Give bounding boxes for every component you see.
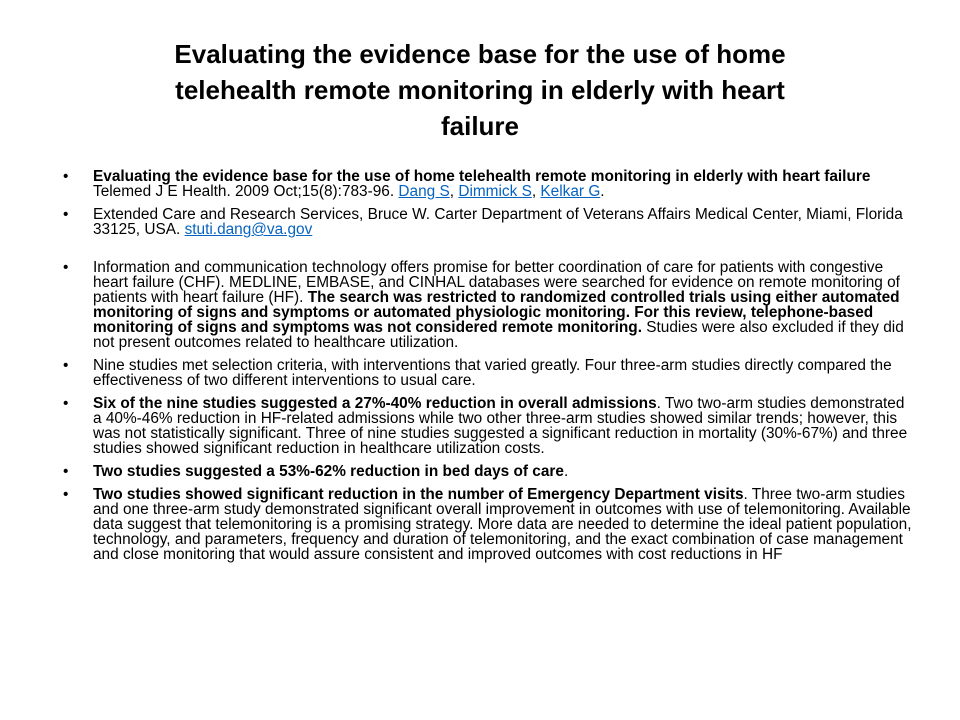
bullet-dot: • [63,463,69,480]
bullet-emergency [63,487,913,562]
bed-days-end: . [563,463,569,480]
slide-title [70,36,890,144]
bed-days-finding: Two studies suggested a 53%-62% reduction in bed days of care [93,463,564,480]
admissions-finding: Six of the nine studies suggested a 27%-40% reduction in overall admissions [93,395,657,412]
author-separator: , [531,183,541,200]
author-link-dimmick[interactable]: Dimmick S [458,183,532,200]
email-link[interactable]: stuti.dang@va.gov [184,221,313,238]
bullet-background [63,260,913,350]
bullet-list [63,169,913,570]
exclusion-text: Studies were also excluded if they did not present outcomes related to healthcare utilization. [93,319,904,351]
conclusion-text: . Three two-arm studies and one three-arm study demonstrated significant overall improvement in outcomes with use of telemonitoring. Available data suggest that telemonitoring is a promising strategy. More data are needed to determine the ideal patient population, technology, and parameters, frequency and duration of telemonitoring, and the exact combination of case management and close monitoring that would assure consistent and improved outcomes with cost reductions in HF [93,486,912,563]
bullet-dot: • [63,259,69,276]
bullet-admissions [63,396,913,456]
title-line-2: telehealth remote monitoring in elderly with heart [175,75,785,105]
citation-end: . [600,183,605,200]
bullet-dot: • [63,168,69,185]
title-line-3: failure [440,111,520,141]
journal-citation: Telemed J E Health. 2009 Oct;15(8):783-96. [93,183,399,200]
author-separator: , [449,183,459,200]
bullet-bed-days [63,464,913,479]
author-link-dang[interactable]: Dang S [398,183,450,200]
search-criteria-text: The search was restricted to randomized controlled trials using either automated monitoring of signs and symptoms or automated physiologic monitoring. For this review, telephone-based monitoring of signs and symptoms was not considered remote monitoring. [93,289,900,336]
bullet-affiliation [63,207,913,237]
bullet-citation [63,169,913,199]
author-link-kelkar[interactable]: Kelkar G [540,183,601,200]
emergency-finding: Two studies showed significant reduction in the number of Emergency Department visits [93,486,744,503]
bullet-dot: • [63,395,69,412]
admissions-text: . Two two-arm studies demonstrated a 40%-46% reduction in HF-related admissions while two other three-arm studies showed similar trends; however, this was not statistically significant. Three of nine studies suggested a significant reduction in mortality (30%-67%) and three studies showed significant reduction in healthcare utilization costs. [93,395,908,457]
title-line-1: Evaluating the evidence base for the use of home [174,39,786,69]
bullet-selection [63,358,913,388]
bullet-dot: • [63,357,69,374]
affiliation-text: Extended Care and Research Services, Bruce W. Carter Department of Veterans Affairs Medical Center, Miami, Florida 33125, USA. [93,206,903,238]
article-title: Evaluating the evidence base for the use of home telehealth remote monitoring in elderly with heart failure [93,168,871,185]
background-text: Information and communication technology offers promise for better coordination of care for patients with congestive heart failure (CHF). MEDLINE, EMBASE, and CINHAL databases were searched for evidence on remote monitoring of patients with heart failure (HF). [93,259,900,306]
selection-text: Nine studies met selection criteria, with interventions that varied greatly. Four three-arm studies directly compared the effectiveness of two different interventions to usual care. [93,357,892,389]
bullet-dot: • [63,206,69,223]
bullet-dot: • [63,486,69,503]
